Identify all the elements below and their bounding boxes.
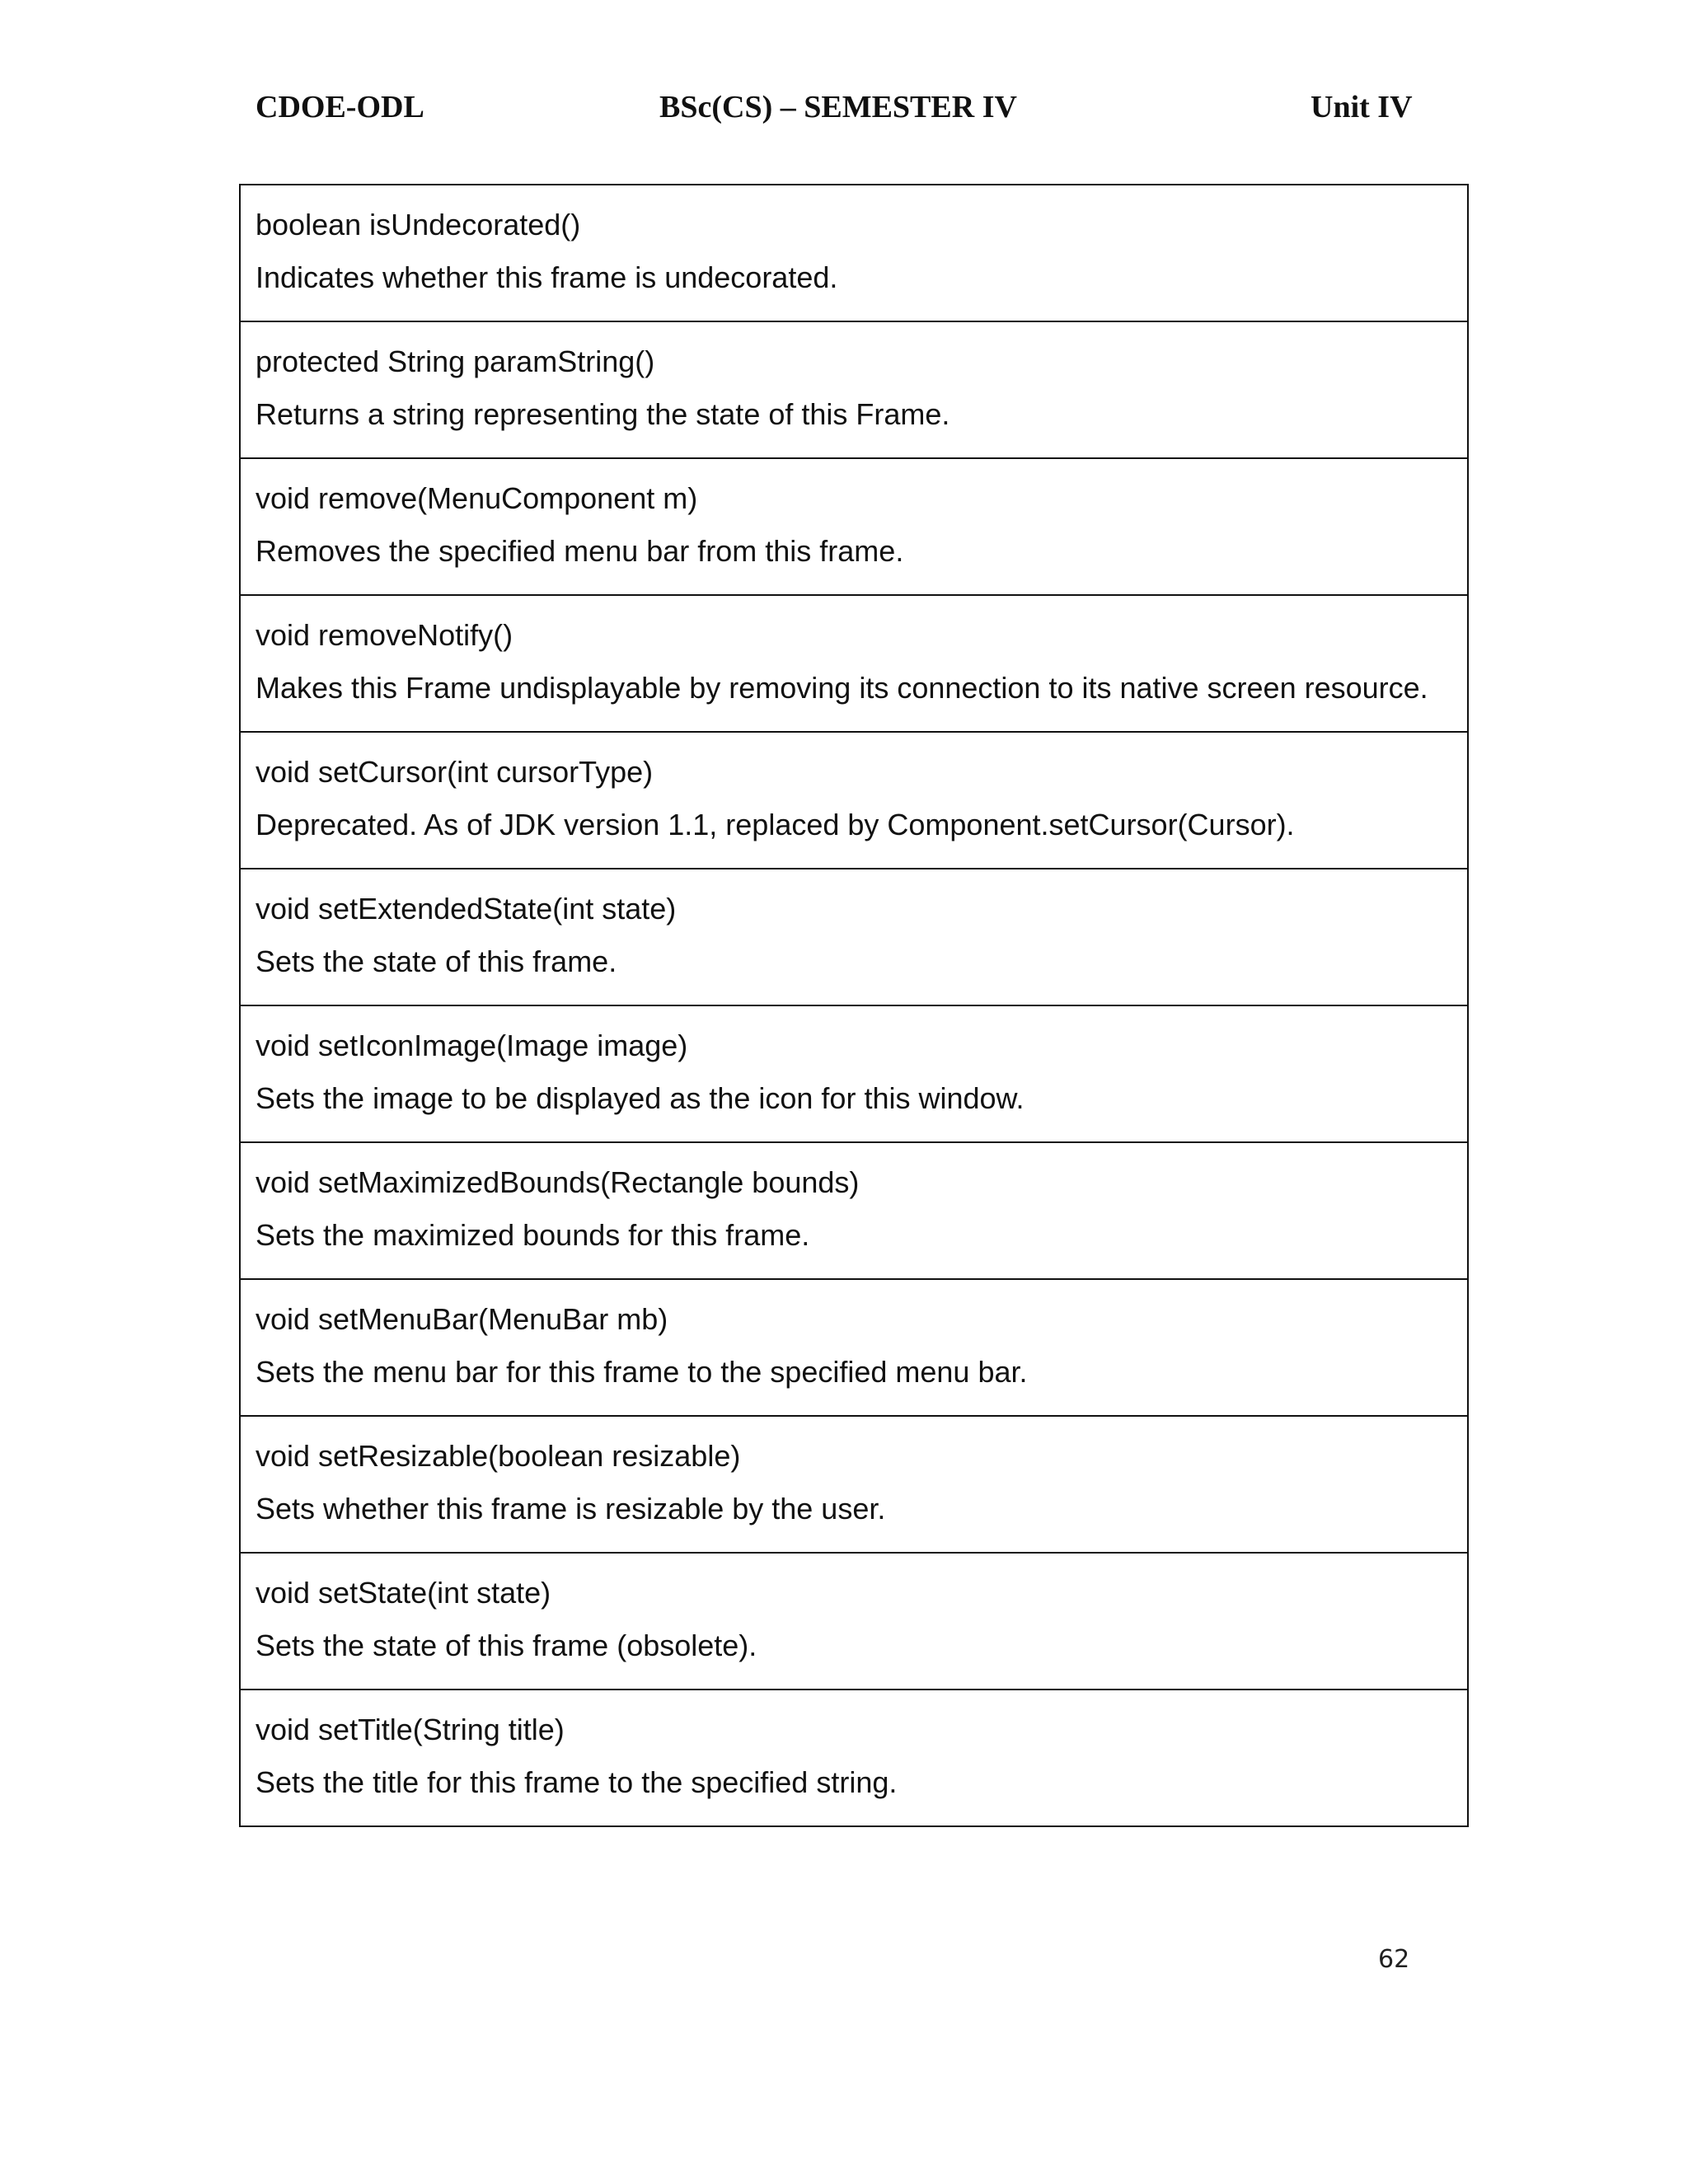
method-signature: protected String paramString() xyxy=(256,344,655,378)
method-signature: void setResizable(boolean resizable) xyxy=(256,1439,741,1473)
method-cell xyxy=(240,1416,1468,1553)
method-signature: void setMenuBar(MenuBar mb) xyxy=(256,1302,668,1336)
method-description: Sets the image to be displayed as the icon for this window. xyxy=(256,1081,1025,1115)
method-description: Sets the title for this frame to the specified string. xyxy=(256,1765,898,1799)
method-signature: void setExtendedState(int state) xyxy=(256,892,677,926)
method-description: Sets whether this frame is resizable by the user. xyxy=(256,1492,886,1526)
table-row xyxy=(240,185,1468,321)
method-signature: void setMaximizedBounds(Rectangle bounds) xyxy=(256,1165,860,1199)
method-description: Makes this Frame undisplayable by removing its connection to its native screen resource. xyxy=(256,671,1428,705)
method-description: Sets the state of this frame (obsolete). xyxy=(256,1629,757,1662)
method-cell xyxy=(240,321,1468,458)
method-signature: void setTitle(String title) xyxy=(256,1713,565,1746)
method-description: Sets the state of this frame. xyxy=(256,944,617,978)
table-row xyxy=(240,1005,1468,1142)
method-signature: void setState(int state) xyxy=(256,1576,551,1610)
method-description: Sets the menu bar for this frame to the specified menu bar. xyxy=(256,1355,1028,1389)
table-row xyxy=(240,1279,1468,1416)
method-signature: void setCursor(int cursorType) xyxy=(256,755,654,789)
method-cell xyxy=(240,458,1468,595)
method-cell xyxy=(240,1142,1468,1279)
table-row xyxy=(240,732,1468,869)
table-row xyxy=(240,869,1468,1005)
table-row xyxy=(240,1416,1468,1553)
method-cell xyxy=(240,595,1468,732)
method-cell xyxy=(240,732,1468,869)
method-description: Deprecated. As of JDK version 1.1, replaced by Component.setCursor(Cursor). xyxy=(256,808,1295,841)
page-header xyxy=(0,89,1688,138)
method-description: Returns a string representing the state of this Frame. xyxy=(256,397,950,431)
table-row xyxy=(240,321,1468,458)
header-course: BSc(CS) – SEMESTER IV xyxy=(659,90,1017,124)
method-signature: boolean isUndecorated() xyxy=(256,208,581,241)
table-row xyxy=(240,458,1468,595)
page-number: 62 xyxy=(1378,1945,1410,1974)
method-description: Indicates whether this frame is undecorated. xyxy=(256,260,838,294)
method-cell xyxy=(240,869,1468,1005)
method-table xyxy=(239,184,1469,1827)
method-signature: void setIconImage(Image image) xyxy=(256,1029,688,1062)
method-description: Removes the specified menu bar from this frame. xyxy=(256,534,904,568)
method-cell xyxy=(240,1005,1468,1142)
method-cell xyxy=(240,1690,1468,1826)
method-cell xyxy=(240,185,1468,321)
method-signature: void remove(MenuComponent m) xyxy=(256,481,698,515)
table-row xyxy=(240,1142,1468,1279)
table-row xyxy=(240,595,1468,732)
header-unit: Unit IV xyxy=(1311,90,1413,124)
method-description: Sets the maximized bounds for this frame. xyxy=(256,1218,810,1252)
header-institution: CDOE-ODL xyxy=(256,90,424,124)
table-row xyxy=(240,1690,1468,1826)
table-row xyxy=(240,1553,1468,1690)
method-signature: void removeNotify() xyxy=(256,618,513,652)
method-cell xyxy=(240,1279,1468,1416)
method-cell xyxy=(240,1553,1468,1690)
